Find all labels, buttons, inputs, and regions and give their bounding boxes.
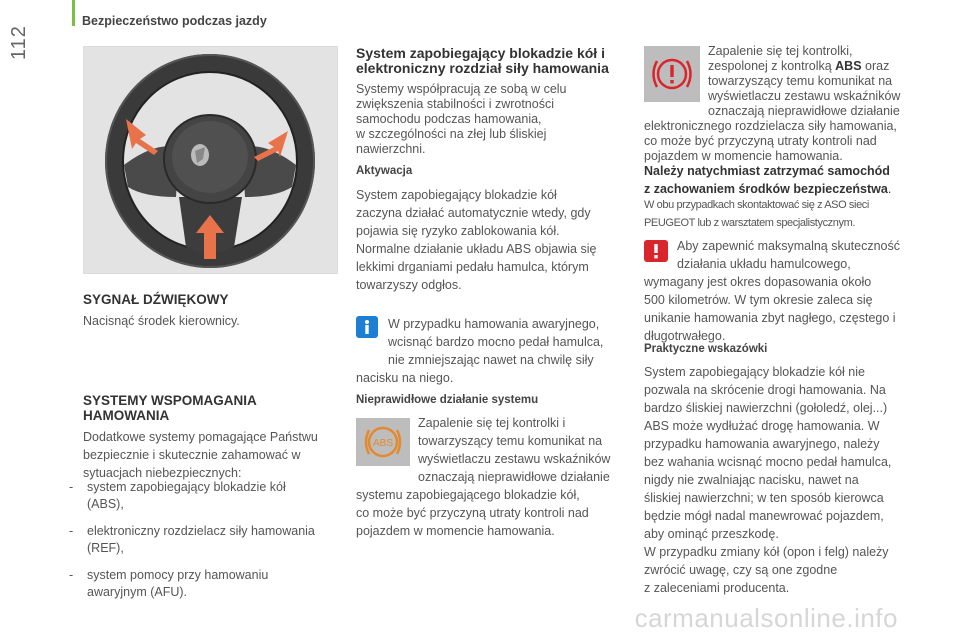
steering-wheel-illustration: [83, 46, 338, 274]
steering-wheel-icon: [84, 47, 338, 274]
contact-dealer-text: W obu przypadkach skontaktować się z ASO sieci PEUGEOT lub z warsztatem specjalistycznym.: [644, 199, 869, 229]
brake-warning-icon: [644, 46, 700, 102]
arrow-left-icon: [126, 119, 158, 155]
efficiency-text: Aby zapewnić maksymalną skuteczność działania układu hamulcowego,: [677, 239, 901, 271]
malfunction-text: Zapalenie się tej kontrolki i towarzyszący temu komunikat na wyświetlaczu zestawu wskaźników oznaczają nieprawidłowe działanie: [418, 416, 611, 484]
info-text: W przypadku hamowania awaryjnego, wcisnąć bardzo mocno pedał hamulca, nie zmniejszając nawet na chwilę siły: [388, 317, 604, 367]
abs-icon: ABS: [372, 438, 394, 449]
activation-text: System zapobiegający blokadzie kół zaczyna działać automatycznie wtedy, gdy pojawia się ryzyko zablokowania kół. Normalne działanie układu ABS objawia się lekkimi drganiami pedału hamulca, którym towarzyszy odgłos.: [356, 188, 597, 292]
info-icon: [356, 316, 378, 338]
ref-warning-text-cont: elektronicznego rozdzielacza siły hamowania, co może być przyczyną utraty kontroli nad pojazdem w momencie hamowania.: [644, 119, 897, 163]
info-text-cont: nacisku na niego.: [356, 371, 454, 385]
abs-intro-text: Systemy współpracują ze sobą w celu zwiększenia stabilności i zwrotności samochodu podczas hamowania, w szczególności na złej lub śliskiej nawierzchni.: [356, 82, 567, 156]
header-accent-bar: [72, 0, 75, 26]
tips-title: Praktyczne wskazówki: [644, 343, 768, 355]
activation-title: Aktywacja: [356, 165, 413, 177]
braking-systems-intro: Dodatkowe systemy pomagające Państwu bezpiecznie i skutecznie zahamować w sytuacjach niebezpiecznych:: [83, 430, 318, 480]
malfunction-text-cont: systemu zapobiegającego blokadzie kół, co może być przyczyną utraty kontroli nad pojazdem w momencie hamowania.: [356, 488, 589, 538]
braking-systems-list: [67, 479, 357, 611]
abs-warning-lamp: [356, 418, 410, 466]
list-item: - system pomocy przy hamowaniu awaryjnym (AFU).: [67, 567, 357, 601]
list-item: - system zapobiegający blokadzie kół (ABS),: [67, 479, 357, 513]
page-number: 112: [8, 25, 30, 60]
braking-systems-title: SYSTEMY WSPOMAGANIA HAMOWANIA: [83, 393, 257, 423]
tips-text: System zapobiegający blokadzie kół nie pozwala na skrócenie drogi hamowania. Na bardzo śliskiej nawierzchni (gołoledź, olej...) ABS może wydłużać drogę hamowania. W przypadku hamowania awaryjnego, należy bez wahania wcisnąć mocno pedał hamulca, nigdy nie zwalniając nacisku, nawet na śliskiej nawierzchni; w ten sposób kierowca będzie mógł nadal manewrować pojazdem, aby ominąć przeszkodę. W przypadku zmiany kół (opon i felg) należy zwrócić uwagę, czy są one zgodne z zaleceniami producenta.: [644, 365, 892, 595]
page-header-title: Bezpieczeństwo podczas jazdy: [82, 14, 267, 28]
warning-exclamation-icon: [644, 240, 668, 262]
list-item: - elektroniczny rozdzielacz siły hamowania (REF),: [67, 523, 357, 557]
malfunction-title: Nieprawidłowe działanie systemu: [356, 394, 539, 406]
efficiency-text-cont: wymagany jest okres dopasowania około 500 kilometrów. W tym okresie zaleca się unikanie hamowania zbyt nagłego, częstego i długotrwałego.: [644, 275, 896, 343]
ref-warning-text: Zapalenie się tej kontrolki, zespolonej z kontrolką ABS oraz towarzyszący temu komunikat na wyświetlaczu zestawu wskaźników oznaczają nieprawidłowe działanie: [708, 44, 901, 118]
horn-title: SYGNAŁ DŹWIĘKOWY: [83, 292, 229, 307]
stop-instruction: Należy natychmiast zatrzymać samochód z zachowaniem środków bezpieczeństwa.: [644, 164, 892, 196]
horn-text: Nacisnąć środek kierownicy.: [83, 314, 240, 328]
abs-section-title: System zapobiegający blokadzie kół i elektroniczny rozdział siły hamowania: [356, 45, 609, 76]
watermark: carmanualsonline.info: [634, 603, 898, 633]
brake-warning-lamp: [644, 46, 700, 102]
peugeot-logo-icon: [191, 144, 209, 166]
